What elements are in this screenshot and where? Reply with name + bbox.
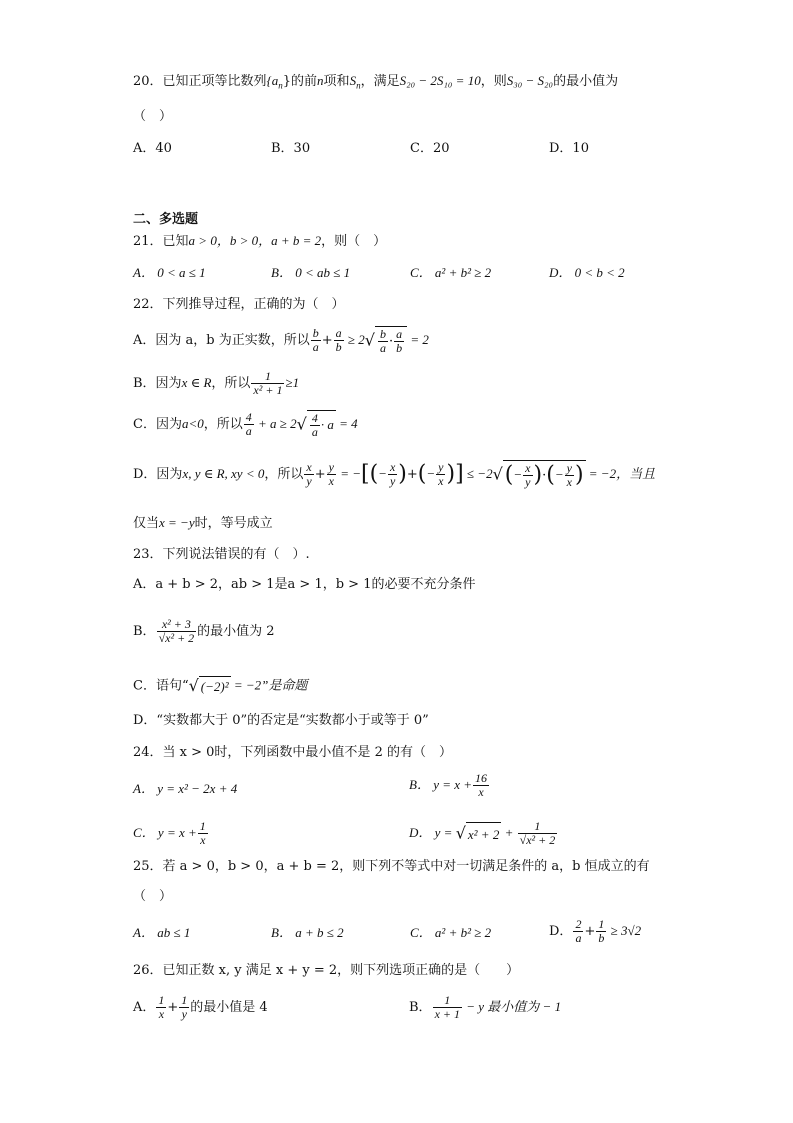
option-d: D． y = √ x² + 2 + $\frac{1}{\text{√x² + 2}}$: [409, 819, 556, 847]
question-22-option-b: B．因为x ∈ R，所以 $\frac{1}{\text{x² + 1}}$ ≥1: [133, 369, 300, 397]
option-d: D． 0 < b < 2: [549, 265, 625, 280]
section-heading: 二、多选题: [133, 212, 199, 227]
question-22-option-c: C．因为a<0，所以 $\frac{4}{a}$ + a ≥ 2√ $\frac{4}{a}$ · a = 4: [133, 410, 358, 439]
question-21-options: [133, 262, 733, 284]
question-23-option-a: A．a + b > 2，ab > 1是a > 1，b > 1的必要不充分条件: [133, 577, 476, 592]
question-20-paren: （ ）: [133, 109, 173, 124]
question-25-paren: （ ）: [133, 889, 173, 904]
question-20-options: [133, 138, 733, 160]
option-b: B． y = x + $\frac{16}{x}$: [409, 771, 488, 799]
question-26-stem: 26．已知正数 x, y 满足 x + y = 2，则下列选项正确的是（ ）: [133, 963, 520, 978]
question-22-stem: 22．下列推导过程，正确的为（ ）: [133, 297, 345, 312]
question-22-option-d-cont: 仅当x = −y时，等号成立: [133, 515, 273, 531]
option-a: A． ab ≤ 1: [133, 925, 191, 940]
question-23-stem: 23．下列说法错误的有（ ）.: [133, 547, 310, 562]
question-23-option-b: B． $\frac{\text{x² + 3}}{\text{√x² + 2}}$ 的最小值为 2: [133, 617, 275, 645]
option-b: B． a + b ≤ 2: [271, 925, 344, 940]
question-25-options: [133, 917, 733, 952]
option-a: A． 0 < a ≤ 1: [133, 265, 206, 280]
option-a: A． y = x² − 2x + 4: [133, 781, 238, 796]
option-c: C．20: [410, 141, 450, 156]
question-24-stem: 24．当 x > 0时，下列函数中最小值不是 2 的有（ ）: [133, 745, 452, 760]
question-22-option-a: A．因为 a，b 为正实数，所以 $\frac{b}{a}$ + $\frac{a}{b}$ ≥ 2√ $\frac{b}{a}$ · $\frac{a}{b}$ = 2: [133, 326, 429, 355]
question-20-stem: 20．已知正项等比数列$\{a_n\}$的前n项和$S_n$，满足S₂₀ − 2S₁₀ = 10，则S₃₀ − S₂₀的最小值为: [133, 73, 619, 91]
question-24-options-row1: [133, 771, 733, 812]
option-b: B． $\frac{1}{x + 1}$ − y 最小值为 − 1: [409, 993, 562, 1021]
question-23-option-d: D．“实数都大于 0”的否定是“实数都小于或等于 0”: [133, 713, 429, 728]
option-a: A． $\frac{1}{x}$ + $\frac{1}{y}$ 的最小值是 4: [133, 993, 268, 1021]
option-b: B． 0 < ab ≤ 1: [271, 265, 351, 280]
option-c: C． a² + b² ≥ 2: [410, 265, 492, 280]
option-a: A．40: [133, 141, 172, 156]
question-26-options: [133, 994, 733, 1028]
question-23-option-c: C．语句“√ (−2)² = −2”是命题: [133, 676, 308, 695]
question-21-stem: 21．已知a > 0，b > 0，a + b = 2，则（ ）: [133, 233, 387, 249]
option-c: C． y = x + $\frac{1}{x}$: [133, 819, 206, 847]
option-d: D． $\frac{2}{a}$ + $\frac{1}{b}$ ≥ 3√2: [549, 917, 642, 945]
question-25-stem: 25．若 a > 0，b > 0，a + b = 2，则下列不等式中对一切满足条件的 a，b 恒成立的有: [133, 859, 650, 874]
question-22-option-d: D．因为x, y ∈ R, xy < 0，所以 $\frac{x}{y}$ + $\frac{y}{x}$ = −[(− $\frac{x}{y}$ )+(− $\frac{y}{x}$ )] ≤ −2√(− $\frac{x}{y}$ )·(− $\frac{y}{x}$ ) = −2，当且: [133, 460, 656, 489]
option-b: B．30: [271, 141, 311, 156]
option-c: C． a² + b² ≥ 2: [410, 925, 492, 940]
option-d: D．10: [549, 141, 589, 156]
question-24-options-row2: [133, 820, 733, 854]
